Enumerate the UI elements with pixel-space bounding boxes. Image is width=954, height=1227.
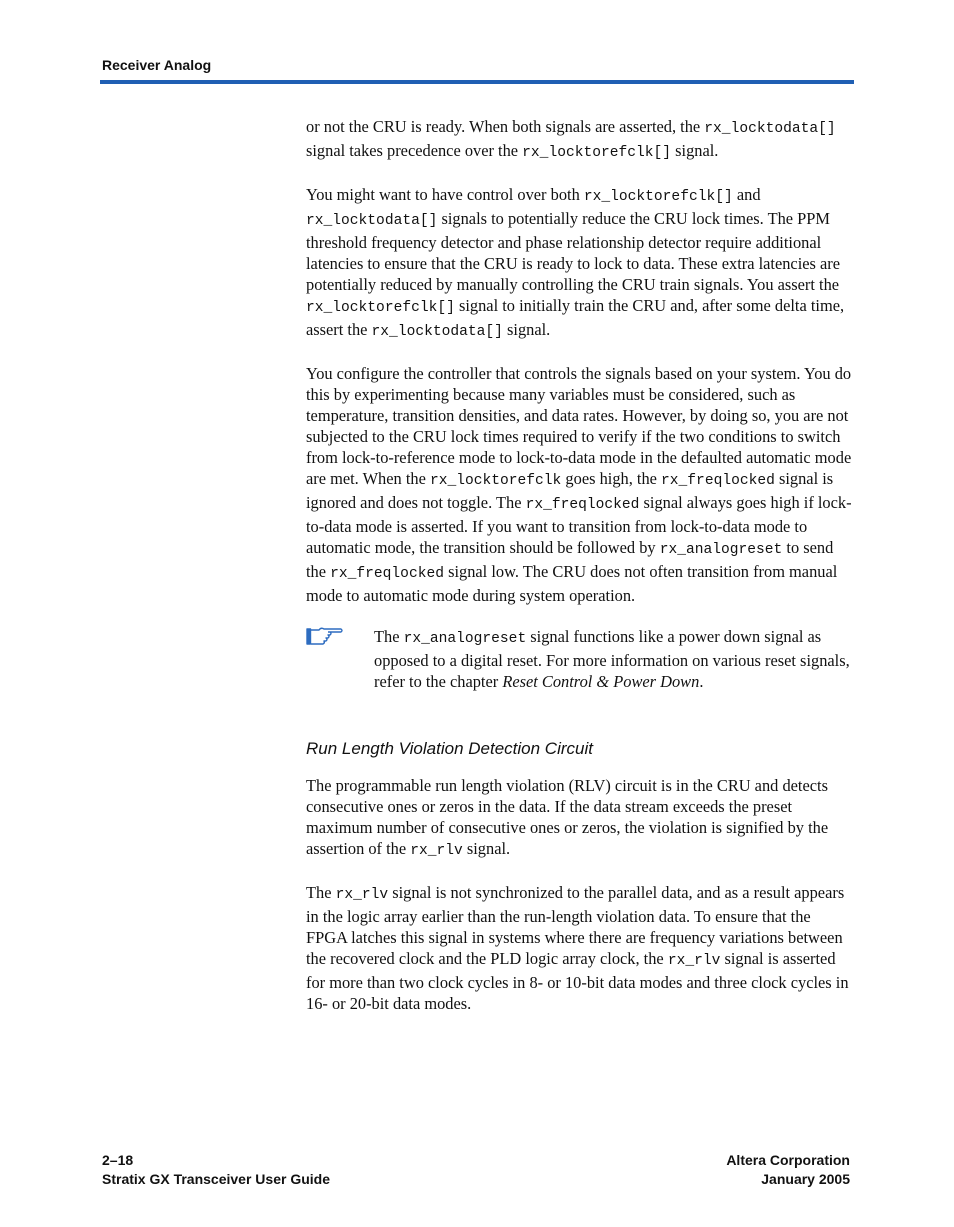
footer-right bbox=[726, 1151, 850, 1189]
text-run: signal. bbox=[502, 320, 551, 339]
text-run: signal to initially train the CRU and, after some delta time, assert the bbox=[306, 296, 845, 339]
guide-title: Stratix GX Transceiver User Guide bbox=[102, 1171, 330, 1187]
signal-name: rx_locktodata[] bbox=[371, 324, 503, 340]
text-run: . bbox=[699, 672, 704, 691]
text-run: signal. bbox=[671, 141, 719, 160]
main-content bbox=[306, 116, 854, 1034]
text-run: signal low. The CRU does not often transition from manual mode to automatic mode during system operation. bbox=[306, 562, 838, 605]
signal-name: rx_locktorefclk[] bbox=[522, 145, 672, 161]
text-run: to send the bbox=[306, 538, 834, 581]
text-run: The bbox=[374, 627, 404, 646]
text-run: signal is asserted for more than two clock cycles in 8- or 10-bit data modes and three clock cycles in 16- or 20-bit data modes. bbox=[306, 949, 849, 1013]
signal-name: rx_analogreset bbox=[403, 631, 527, 647]
page-number: 2–18 bbox=[102, 1152, 134, 1168]
signal-name: rx_locktorefclk bbox=[429, 473, 562, 489]
text-run: signal is not synchronized to the parallel data, and as a result appears in the logic array earlier than the run-length violation data. To ensure that the FPGA latches this signal in systems where there are frequency variations between the recovered clock and the PLD logic array clock, the bbox=[306, 883, 845, 968]
text-run: You configure the controller that controls the signals based on your system. You do this by experimenting because many variables must be considered, such as temperature, transition densities, and data rates. However, by doing so, you are not subjected to the CRU lock times required to verify if the two conditions to switch from lock-to-reference mode to lock-to-data mode in the defaulted automatic mode are met. When the bbox=[306, 364, 852, 488]
pointing-hand-icon bbox=[306, 626, 374, 712]
running-header: Receiver Analog bbox=[102, 57, 212, 73]
signal-name: rx_freqlocked bbox=[525, 497, 640, 513]
text-run: or not the CRU is ready. When both signals are asserted, the bbox=[306, 117, 705, 136]
text-run: signal functions like a power down signal as opposed to a digital reset. For more information on various reset signals, refer to the chapter bbox=[374, 627, 850, 691]
text-run: The programmable run length violation (RLV) circuit is in the CRU and detects consecutive ones or zeros in the data. If the data stream exceeds the preset maximum number of consecutive ones or zeros, the violation is signified by the assertion of the bbox=[306, 776, 829, 858]
text-run: You might want to have control over both bbox=[306, 185, 584, 204]
footer-left bbox=[102, 1151, 330, 1189]
text-run: signal. bbox=[462, 839, 511, 858]
paragraph bbox=[306, 363, 854, 606]
signal-name: rx_freqlocked bbox=[330, 566, 444, 582]
text-run: goes high, the bbox=[561, 469, 662, 488]
text-run: and bbox=[732, 185, 761, 204]
paragraph bbox=[306, 184, 854, 343]
paragraph bbox=[306, 116, 854, 164]
signal-name: rx_rlv bbox=[667, 953, 721, 969]
signal-name: rx_locktodata[] bbox=[704, 121, 836, 137]
publication-date: January 2005 bbox=[761, 1171, 850, 1187]
signal-name: rx_rlv bbox=[410, 843, 463, 859]
signal-name: rx_rlv bbox=[335, 887, 389, 903]
paragraph bbox=[306, 882, 854, 1014]
text-run: signal is ignored and does not toggle. The bbox=[306, 469, 834, 512]
signal-name: rx_locktorefclk[] bbox=[583, 189, 733, 205]
text-run: The bbox=[306, 883, 336, 902]
note-block bbox=[306, 626, 854, 712]
text-run: signal takes precedence over the bbox=[306, 141, 523, 160]
signal-name: rx_freqlocked bbox=[661, 473, 775, 489]
signal-name: rx_locktodata[] bbox=[306, 213, 438, 229]
paragraph bbox=[306, 775, 854, 862]
text-run: signals to potentially reduce the CRU lock times. The PPM threshold frequency detector and phase relationship detector require additional latencies to ensure that the CRU is ready to lock to data. These extra latencies are potentially reduced by manually controlling the CRU train signals. You assert the bbox=[306, 209, 841, 294]
signal-name: rx_analogreset bbox=[659, 542, 783, 558]
header-rule bbox=[100, 80, 854, 84]
company-name: Altera Corporation bbox=[726, 1152, 850, 1168]
note-text bbox=[374, 626, 854, 692]
chapter-reference: Reset Control & Power Down bbox=[502, 672, 700, 691]
section-subheading: Run Length Violation Detection Circuit bbox=[306, 739, 593, 758]
signal-name: rx_locktorefclk[] bbox=[306, 300, 455, 316]
text-run: signal always goes high if lock-to-data mode is asserted. If you want to transition from lock-to-data mode to automatic mode, the transition should be followed by bbox=[306, 493, 852, 557]
